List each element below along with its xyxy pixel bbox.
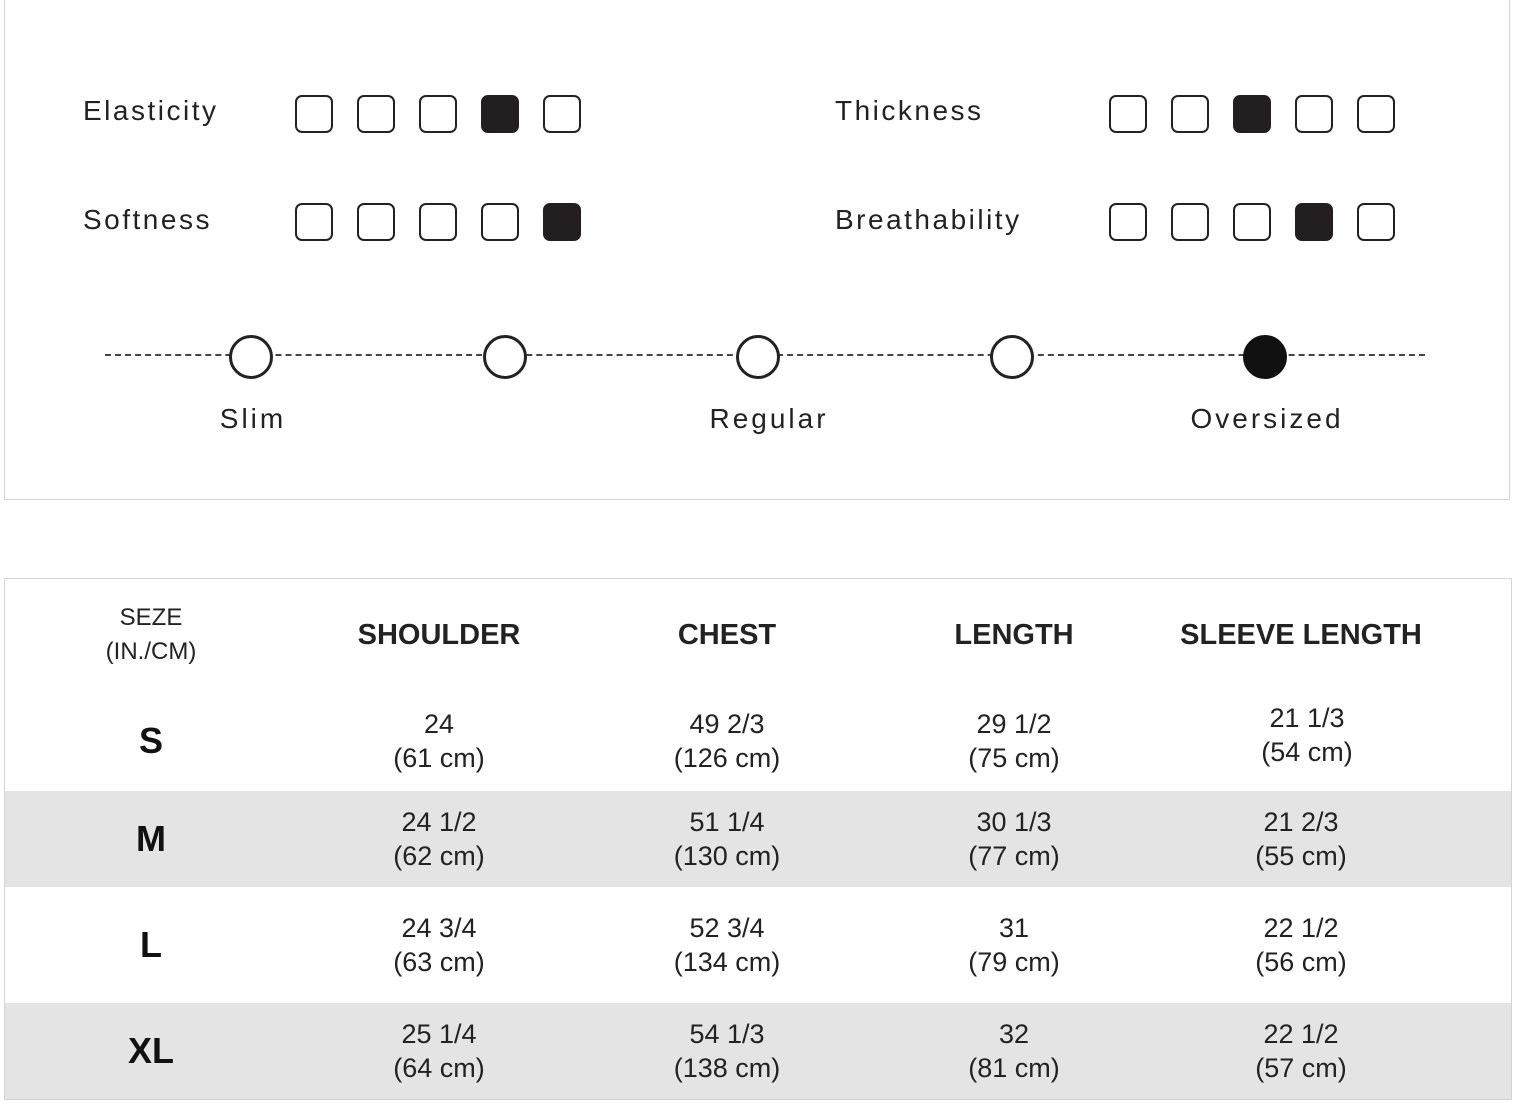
value-cm: (130 cm) xyxy=(673,841,781,871)
column-header-text: SLEEVE LENGTH xyxy=(1180,618,1422,651)
rating-box xyxy=(1171,95,1209,133)
value-inches: 31 xyxy=(998,913,1030,943)
rating-box xyxy=(543,203,581,241)
value-cm: (55 cm) xyxy=(1255,841,1347,871)
attribute-label-breathability: Breathability xyxy=(835,204,1022,235)
value-inches: 24 xyxy=(423,709,455,739)
column-header-text: SHOULDER xyxy=(357,618,521,651)
table-row xyxy=(5,691,1511,791)
table-cell xyxy=(1255,791,1347,887)
table-row xyxy=(5,1003,1511,1099)
attribute-label-softness: Softness xyxy=(83,204,212,235)
column-header-text: LENGTH xyxy=(954,618,1074,651)
value-cm: (62 cm) xyxy=(393,841,485,871)
rating-box xyxy=(1357,95,1395,133)
fabric-attributes-panel xyxy=(4,0,1510,500)
fit-label-oversized: Oversized xyxy=(1190,403,1344,434)
value-inches: 24 3/4 xyxy=(401,913,477,943)
rating-box xyxy=(1171,203,1209,241)
table-row xyxy=(5,791,1511,887)
size-header-title: SEZE xyxy=(119,604,183,631)
rating-box xyxy=(295,203,333,241)
size-label: S xyxy=(138,720,164,761)
value-inches: 21 1/3 xyxy=(1269,703,1345,733)
rating-box xyxy=(1109,95,1147,133)
table-cell xyxy=(393,887,485,1003)
table-cell xyxy=(674,791,781,887)
fit-dot xyxy=(229,335,273,379)
size-cell xyxy=(128,1003,174,1099)
table-cell xyxy=(968,887,1060,1003)
value-inches: 32 xyxy=(998,1019,1030,1049)
value-inches: 54 1/3 xyxy=(689,1019,765,1049)
value-cm: (64 cm) xyxy=(393,1053,485,1083)
rating-box xyxy=(481,95,519,133)
value-inches: 25 1/4 xyxy=(401,1019,477,1049)
column-header-length xyxy=(954,579,1073,691)
table-cell xyxy=(674,887,781,1003)
attribute-label-elasticity: Elasticity xyxy=(83,95,219,126)
table-cell xyxy=(968,691,1060,791)
table-row xyxy=(5,887,1511,1003)
value-inches: 49 2/3 xyxy=(689,709,765,739)
rating-box xyxy=(1233,203,1271,241)
table-cell xyxy=(674,1003,781,1099)
size-header-unit: (IN./CM) xyxy=(105,638,197,665)
attribute-label-thickness: Thickness xyxy=(835,95,984,126)
rating-box xyxy=(481,203,519,241)
size-cell xyxy=(140,887,162,1003)
fit-dot xyxy=(483,335,527,379)
value-cm: (57 cm) xyxy=(1255,1053,1347,1083)
value-inches: 51 1/4 xyxy=(689,807,765,837)
size-chart-table xyxy=(4,578,1512,1100)
value-cm: (138 cm) xyxy=(673,1053,781,1083)
size-cell xyxy=(139,691,163,791)
value-inches: 52 3/4 xyxy=(689,913,765,943)
value-inches: 22 1/2 xyxy=(1263,1019,1339,1049)
value-inches: 29 1/2 xyxy=(976,709,1052,739)
rating-box xyxy=(357,95,395,133)
table-cell xyxy=(1255,887,1347,1003)
rating-box xyxy=(419,203,457,241)
value-cm: (56 cm) xyxy=(1255,947,1347,977)
value-cm: (77 cm) xyxy=(968,841,1060,871)
column-header-text: CHEST xyxy=(677,618,777,651)
table-cell xyxy=(968,791,1060,887)
fit-dot xyxy=(990,335,1034,379)
value-cm: (61 cm) xyxy=(393,743,485,773)
fit-label-slim: Slim xyxy=(219,403,287,434)
rating-box xyxy=(1109,203,1147,241)
value-cm: (75 cm) xyxy=(968,743,1060,773)
value-inches: 22 1/2 xyxy=(1263,913,1339,943)
rating-box xyxy=(1295,203,1333,241)
column-header-chest xyxy=(678,579,776,691)
value-inches: 30 1/3 xyxy=(976,807,1052,837)
table-cell xyxy=(968,1003,1060,1099)
table-cell xyxy=(674,691,781,791)
rating-box xyxy=(543,95,581,133)
fit-dot xyxy=(736,335,780,379)
rating-box xyxy=(295,95,333,133)
size-cell xyxy=(136,791,166,887)
value-cm: (126 cm) xyxy=(673,743,781,773)
table-cell xyxy=(393,691,485,791)
table-cell xyxy=(1261,685,1353,785)
size-column-header xyxy=(106,579,197,691)
fit-dot xyxy=(1243,335,1287,379)
value-cm: (54 cm) xyxy=(1261,737,1353,767)
value-inches: 24 1/2 xyxy=(401,807,477,837)
table-cell xyxy=(393,1003,485,1099)
value-cm: (63 cm) xyxy=(393,947,485,977)
column-header-shoulder xyxy=(358,579,521,691)
value-inches: 21 2/3 xyxy=(1263,807,1339,837)
column-header-sleeve-length xyxy=(1180,579,1422,691)
value-cm: (81 cm) xyxy=(968,1053,1060,1083)
size-label: XL xyxy=(127,1030,175,1071)
size-label: M xyxy=(136,818,166,859)
value-cm: (79 cm) xyxy=(968,947,1060,977)
rating-box xyxy=(419,95,457,133)
table-cell xyxy=(1255,1003,1347,1099)
table-cell xyxy=(393,791,485,887)
rating-box xyxy=(1295,95,1333,133)
size-label: L xyxy=(140,924,162,965)
fit-label-regular: Regular xyxy=(709,403,829,434)
rating-box xyxy=(1233,95,1271,133)
rating-box xyxy=(1357,203,1395,241)
table-header-row xyxy=(5,579,1511,691)
rating-box xyxy=(357,203,395,241)
value-cm: (134 cm) xyxy=(673,947,781,977)
